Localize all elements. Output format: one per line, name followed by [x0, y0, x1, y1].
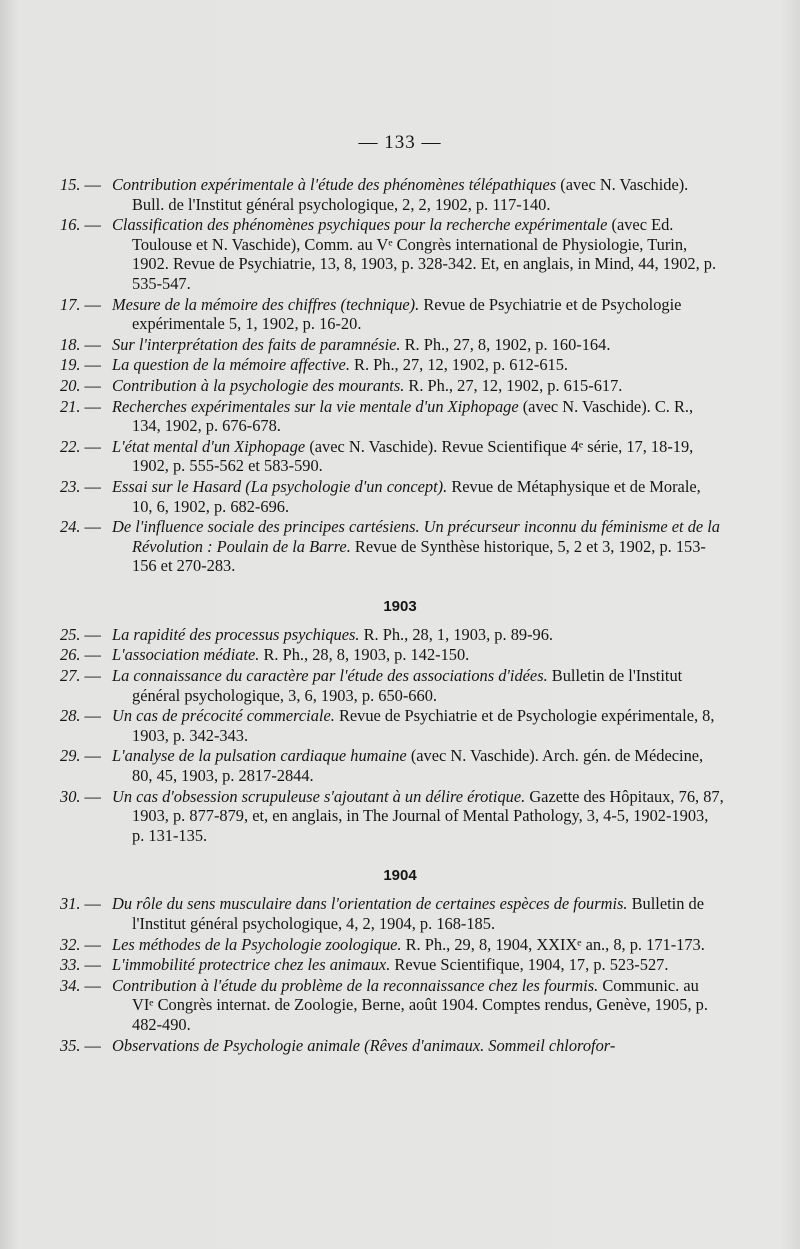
entry-title: Recherches expérimentales sur la vie mentale d'un Xiphopage	[112, 396, 519, 416]
entry-title: L'association médiate.	[112, 645, 260, 665]
entry-number: 25. —	[60, 624, 101, 644]
entry-title: La rapidité des processus psychiques.	[112, 624, 360, 644]
entry-citation: (avec N. Vaschide). Arch. gén. de Médecine, 80, 45, 1903, p. 2817-2844.	[132, 746, 704, 786]
bibliography-entry	[0, 355, 800, 375]
entry-citation: Revue de Synthèse historique, 5, 2 et 3, 1902, p. 153-156 et 270-283.	[132, 536, 706, 576]
bibliography-entry	[0, 787, 800, 846]
bibliography-entry	[0, 955, 800, 975]
entry-number: 20. —	[60, 375, 101, 395]
year-heading: 1904	[383, 867, 417, 885]
entry-number: 35. —	[60, 1035, 101, 1055]
entry-citation: R. Ph., 29, 8, 1904, XXIXᵉ an., 8, p. 171-173.	[401, 934, 705, 954]
entry-title: De l'influence sociale des principes cartésiens. Un précurseur inconnu du féminisme et de la Révolution : Poulain de la Barre.	[112, 517, 721, 556]
bibliography-entry	[0, 625, 800, 645]
entry-citation: (avec N. Vaschide). Revue Scientifique 4ᵉ série, 17, 18-19, 1902, p. 555-562 et 583-590.	[132, 436, 694, 476]
entry-number: 33. —	[60, 955, 101, 975]
entry-citation: Bulletin de l'Institut général psychologique, 3, 6, 1903, p. 650-660.	[132, 666, 683, 705]
entry-title: Sur l'interprétation des faits de paramnésie.	[112, 334, 401, 354]
entry-title: La connaissance du caractère par l'étude des associations d'idées.	[112, 666, 548, 686]
entry-title: L'état mental d'un Xiphopage	[112, 436, 306, 456]
entry-number: 28. —	[60, 706, 101, 726]
entry-citation: R. Ph., 27, 12, 1902, p. 615-617.	[404, 375, 623, 395]
entry-title: L'analyse de la pulsation cardiaque humaine	[112, 746, 407, 766]
bibliography-entry	[0, 295, 800, 334]
entry-number: 30. —	[60, 786, 101, 806]
bibliography-list	[0, 175, 800, 1056]
entry-number: 15. —	[60, 175, 101, 194]
entry-number: 31. —	[60, 894, 101, 914]
entry-title: Contribution à l'étude du problème de la reconnaissance chez les fourmis.	[112, 975, 599, 995]
entry-number: 32. —	[60, 934, 101, 954]
bibliography-entry	[0, 397, 800, 436]
bibliography-entry	[0, 746, 800, 785]
entry-citation: Bulletin de l'Institut général psychologique, 4, 2, 1904, p. 168-185.	[132, 894, 704, 933]
bibliography-entry	[0, 706, 800, 745]
entry-citation: R. Ph., 27, 8, 1902, p. 160-164.	[400, 334, 611, 354]
entry-number: 19. —	[60, 355, 101, 375]
entry-citation: Gazette des Hôpitaux, 76, 87, 1903, p. 877-879, et, en anglais, in The Journal of Mental Pathology, 3, 4-5, 1902-1903, p. 131-135.	[132, 786, 724, 845]
entry-citation: Communic. au VIᵉ Congrès internat. de Zoologie, Berne, août 1904. Comptes rendus, Genève, 1905, p. 482-490.	[132, 975, 708, 1034]
entry-title: Classification des phénomènes psychiques pour la recherche expérimentale	[112, 215, 608, 235]
entry-citation: Revue de Psychiatrie et de Psychologie expérimentale 5, 1, 1902, p. 16-20.	[132, 294, 682, 334]
entry-citation: Revue de Métaphysique et de Morale, 10, 6, 1902, p. 682-696.	[132, 476, 701, 516]
bibliography-entry	[0, 1036, 800, 1056]
entry-number: 22. —	[60, 436, 101, 456]
entry-title: Contribution expérimentale à l'étude des phénomènes télépathiques	[112, 175, 557, 194]
bibliography-entry	[0, 976, 800, 1035]
bibliography-entry	[0, 935, 800, 955]
entry-citation: (avec Ed. Toulouse et N. Vaschide), Comm. au Vᵉ Congrès international de Physiologie, Turin, 1902. Revue de Psychiatrie, 13, 8, 1903, p. 328-342. Et, en anglais, in Mind, 44, 1902, p. 535-547.	[132, 215, 717, 293]
entry-title: Contribution à la psychologie des mourants.	[112, 375, 405, 395]
entry-number: 18. —	[60, 334, 101, 354]
entry-citation: R. Ph., 27, 12, 1902, p. 612-615.	[349, 355, 569, 375]
entry-number: 21. —	[60, 396, 101, 416]
entry-number: 27. —	[60, 666, 101, 686]
entry-title: L'immobilité protectrice chez les animaux.	[112, 955, 391, 975]
entry-title: Observations de Psychologie animale (Rêves d'animaux. Sommeil chlorofor-	[112, 1035, 616, 1055]
bibliography-entry	[0, 894, 800, 933]
entry-title: Mesure de la mémoire des chiffres (technique).	[112, 294, 420, 314]
bibliography-entry	[0, 437, 800, 476]
year-heading: 1903	[383, 597, 417, 615]
entry-title: La question de la mémoire affective.	[112, 355, 350, 375]
entry-citation: R. Ph., 28, 8, 1903, p. 142-150.	[259, 645, 470, 665]
bibliography-entry	[0, 517, 800, 576]
bibliography-entry	[0, 376, 800, 396]
entry-title: Essai sur le Hasard (La psychologie d'un concept).	[112, 476, 448, 496]
bibliography-entry	[0, 477, 800, 516]
bibliography-entry	[0, 335, 800, 355]
bibliography-entry	[0, 666, 800, 705]
entry-citation: (avec N. Vaschide). C. R., 134, 1902, p. 676-678.	[132, 396, 694, 436]
entry-title: Un cas de précocité commerciale.	[112, 706, 335, 726]
entry-number: 29. —	[60, 746, 101, 766]
entry-citation: Revue de Psychiatrie et de Psychologie expérimentale, 8, 1903, p. 342-343.	[132, 706, 715, 745]
entry-number: 17. —	[60, 294, 101, 314]
page-number: — 133 —	[358, 132, 442, 153]
entry-number: 26. —	[60, 645, 101, 665]
entry-number: 16. —	[60, 215, 101, 235]
entry-number: 24. —	[60, 517, 101, 537]
bibliography-entry	[0, 645, 800, 665]
entry-title: Un cas d'obsession scrupuleuse s'ajoutant à un délire érotique.	[112, 786, 526, 806]
entry-number: 23. —	[60, 476, 101, 496]
entry-title: Les méthodes de la Psychologie zoologique.	[112, 934, 402, 954]
entry-citation: Revue Scientifique, 1904, 17, p. 523-527.	[390, 955, 669, 975]
entry-citation: (avec N. Vaschide). Bull. de l'Institut général psychologique, 2, 2, 1902, p. 117-140.	[132, 175, 689, 214]
entry-citation: R. Ph., 28, 1, 1903, p. 89-96.	[359, 624, 554, 644]
bibliography-entry	[0, 175, 800, 214]
entry-number: 34. —	[60, 975, 101, 995]
bibliography-entry	[0, 215, 800, 293]
entry-title: Du rôle du sens musculaire dans l'orientation de certaines espèces de fourmis.	[112, 894, 628, 914]
